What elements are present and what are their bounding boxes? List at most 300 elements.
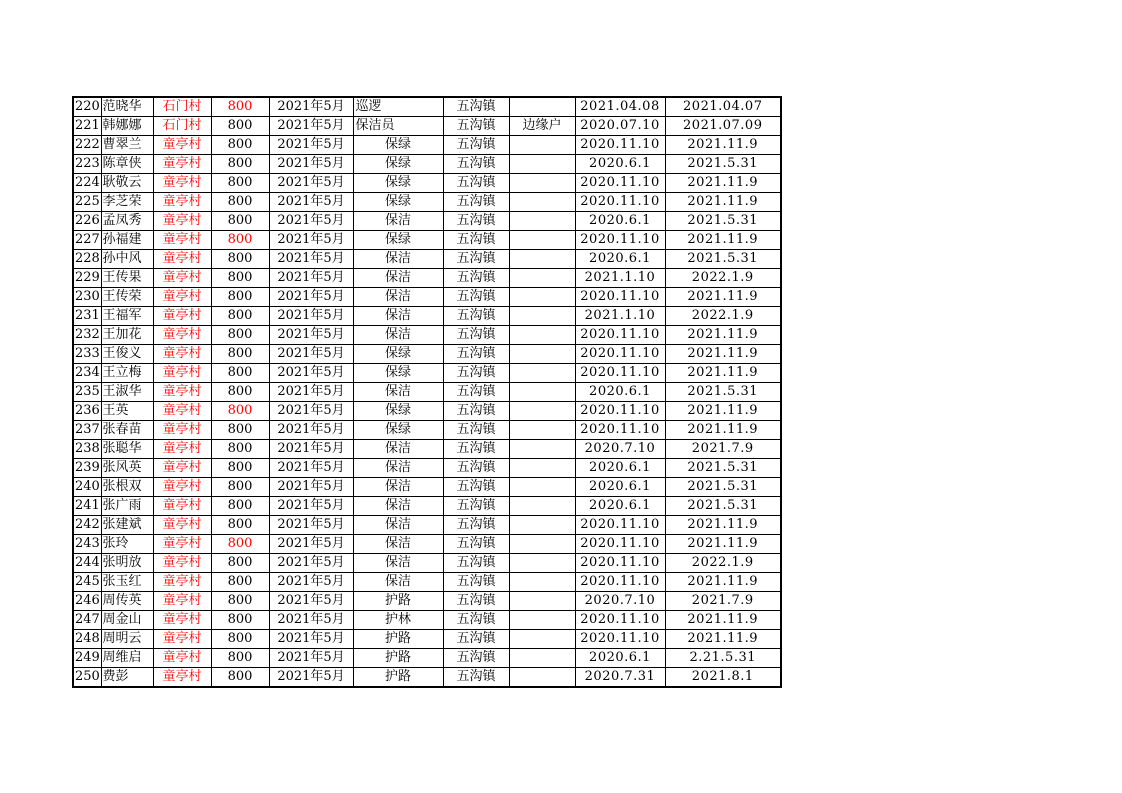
month-cell: 2021年5月: [269, 630, 353, 649]
town-cell: 五沟镇: [443, 497, 509, 516]
amount-cell: 800: [211, 630, 269, 649]
start-date-cell: 2020.7.31: [575, 668, 665, 688]
village-cell: 童亭村: [153, 231, 211, 250]
start-date-cell: 2020.11.10: [575, 535, 665, 554]
town-cell: 五沟镇: [443, 630, 509, 649]
end-date-cell: 2022.1.9: [665, 554, 781, 573]
month-cell: 2021年5月: [269, 117, 353, 136]
village-cell: 童亭村: [153, 592, 211, 611]
name-cell: 张明放: [101, 554, 153, 573]
note-cell: [509, 288, 575, 307]
end-date-cell: 2021.04.07: [665, 97, 781, 117]
amount-cell: 800: [211, 174, 269, 193]
village-cell: 童亭村: [153, 649, 211, 668]
job-cell: 护林: [353, 611, 443, 630]
name-cell: 周金山: [101, 611, 153, 630]
note-cell: [509, 649, 575, 668]
month-cell: 2021年5月: [269, 440, 353, 459]
job-cell: 保绿: [353, 155, 443, 174]
village-cell: 童亭村: [153, 573, 211, 592]
start-date-cell: 2020.07.10: [575, 117, 665, 136]
end-date-cell: 2021.7.9: [665, 592, 781, 611]
village-cell: 童亭村: [153, 459, 211, 478]
table-row: [73, 212, 781, 231]
name-cell: 王立梅: [101, 364, 153, 383]
note-cell: 边缘户: [509, 117, 575, 136]
start-date-cell: 2020.11.10: [575, 288, 665, 307]
month-cell: 2021年5月: [269, 155, 353, 174]
end-date-cell: 2021.11.9: [665, 193, 781, 212]
note-cell: [509, 478, 575, 497]
month-cell: 2021年5月: [269, 459, 353, 478]
start-date-cell: 2020.7.10: [575, 592, 665, 611]
name-cell: 周维启: [101, 649, 153, 668]
end-date-cell: 2021.5.31: [665, 250, 781, 269]
end-date-cell: 2021.5.31: [665, 478, 781, 497]
village-cell: 石门村: [153, 97, 211, 117]
start-date-cell: 2020.6.1: [575, 212, 665, 231]
job-cell: 保绿: [353, 136, 443, 155]
job-cell: 保绿: [353, 364, 443, 383]
month-cell: 2021年5月: [269, 554, 353, 573]
end-date-cell: 2021.5.31: [665, 212, 781, 231]
note-cell: [509, 345, 575, 364]
spreadsheet-table: [72, 96, 782, 688]
row-number-cell: 248: [73, 630, 101, 649]
village-cell: 童亭村: [153, 383, 211, 402]
month-cell: 2021年5月: [269, 288, 353, 307]
amount-cell: 800: [211, 535, 269, 554]
table-row: [73, 383, 781, 402]
name-cell: 费彭: [101, 668, 153, 688]
month-cell: 2021年5月: [269, 97, 353, 117]
name-cell: 范晓华: [101, 97, 153, 117]
amount-cell: 800: [211, 592, 269, 611]
row-number-cell: 222: [73, 136, 101, 155]
row-number-cell: 230: [73, 288, 101, 307]
end-date-cell: 2021.11.9: [665, 174, 781, 193]
note-cell: [509, 174, 575, 193]
village-cell: 童亭村: [153, 136, 211, 155]
start-date-cell: 2020.11.10: [575, 136, 665, 155]
town-cell: 五沟镇: [443, 307, 509, 326]
end-date-cell: 2021.5.31: [665, 383, 781, 402]
month-cell: 2021年5月: [269, 193, 353, 212]
note-cell: [509, 573, 575, 592]
name-cell: 张风英: [101, 459, 153, 478]
row-number-cell: 246: [73, 592, 101, 611]
name-cell: 张聪华: [101, 440, 153, 459]
table-row: [73, 231, 781, 250]
job-cell: 保绿: [353, 193, 443, 212]
amount-cell: 800: [211, 117, 269, 136]
end-date-cell: 2021.5.31: [665, 497, 781, 516]
note-cell: [509, 497, 575, 516]
name-cell: 孙福建: [101, 231, 153, 250]
table-row: [73, 250, 781, 269]
town-cell: 五沟镇: [443, 136, 509, 155]
amount-cell: 800: [211, 364, 269, 383]
table-row: [73, 155, 781, 174]
table-row: [73, 573, 781, 592]
end-date-cell: 2021.11.9: [665, 516, 781, 535]
table-row: [73, 516, 781, 535]
table-row: [73, 345, 781, 364]
name-cell: 张玲: [101, 535, 153, 554]
start-date-cell: 2020.11.10: [575, 193, 665, 212]
village-cell: 童亭村: [153, 326, 211, 345]
amount-cell: 800: [211, 478, 269, 497]
start-date-cell: 2020.6.1: [575, 250, 665, 269]
end-date-cell: 2021.7.9: [665, 440, 781, 459]
note-cell: [509, 326, 575, 345]
amount-cell: 800: [211, 307, 269, 326]
town-cell: 五沟镇: [443, 231, 509, 250]
note-cell: [509, 269, 575, 288]
note-cell: [509, 364, 575, 383]
table-row: [73, 174, 781, 193]
note-cell: [509, 231, 575, 250]
start-date-cell: 2020.11.10: [575, 402, 665, 421]
end-date-cell: 2.21.5.31: [665, 649, 781, 668]
end-date-cell: 2022.1.9: [665, 269, 781, 288]
town-cell: 五沟镇: [443, 288, 509, 307]
end-date-cell: 2021.11.9: [665, 573, 781, 592]
end-date-cell: 2021.8.1: [665, 668, 781, 688]
town-cell: 五沟镇: [443, 421, 509, 440]
name-cell: 王传果: [101, 269, 153, 288]
town-cell: 五沟镇: [443, 155, 509, 174]
table-row: [73, 117, 781, 136]
job-cell: 保绿: [353, 174, 443, 193]
name-cell: 王福军: [101, 307, 153, 326]
note-cell: [509, 383, 575, 402]
amount-cell: 800: [211, 383, 269, 402]
month-cell: 2021年5月: [269, 421, 353, 440]
end-date-cell: 2021.07.09: [665, 117, 781, 136]
start-date-cell: 2020.6.1: [575, 155, 665, 174]
table-row: [73, 497, 781, 516]
month-cell: 2021年5月: [269, 383, 353, 402]
table-row: [73, 440, 781, 459]
table-row: [73, 554, 781, 573]
amount-cell: 800: [211, 440, 269, 459]
job-cell: 保绿: [353, 345, 443, 364]
name-cell: 曹翠兰: [101, 136, 153, 155]
town-cell: 五沟镇: [443, 649, 509, 668]
end-date-cell: 2021.11.9: [665, 136, 781, 155]
name-cell: 孙中风: [101, 250, 153, 269]
job-cell: 保洁: [353, 212, 443, 231]
start-date-cell: 2020.11.10: [575, 421, 665, 440]
village-cell: 童亭村: [153, 535, 211, 554]
town-cell: 五沟镇: [443, 364, 509, 383]
table-row: [73, 535, 781, 554]
village-cell: 童亭村: [153, 345, 211, 364]
table-row: [73, 459, 781, 478]
table-row: [73, 592, 781, 611]
village-cell: 童亭村: [153, 554, 211, 573]
row-number-cell: 240: [73, 478, 101, 497]
amount-cell: 800: [211, 155, 269, 174]
table-row: [73, 649, 781, 668]
row-number-cell: 224: [73, 174, 101, 193]
amount-cell: 800: [211, 326, 269, 345]
row-number-cell: 243: [73, 535, 101, 554]
town-cell: 五沟镇: [443, 573, 509, 592]
start-date-cell: 2020.11.10: [575, 364, 665, 383]
name-cell: 王英: [101, 402, 153, 421]
note-cell: [509, 421, 575, 440]
town-cell: 五沟镇: [443, 478, 509, 497]
note-cell: [509, 516, 575, 535]
name-cell: 张建斌: [101, 516, 153, 535]
amount-cell: 800: [211, 136, 269, 155]
end-date-cell: 2021.5.31: [665, 155, 781, 174]
town-cell: 五沟镇: [443, 516, 509, 535]
row-number-cell: 231: [73, 307, 101, 326]
village-cell: 童亭村: [153, 288, 211, 307]
start-date-cell: 2020.6.1: [575, 459, 665, 478]
month-cell: 2021年5月: [269, 497, 353, 516]
end-date-cell: 2022.1.9: [665, 307, 781, 326]
month-cell: 2021年5月: [269, 364, 353, 383]
note-cell: [509, 97, 575, 117]
town-cell: 五沟镇: [443, 97, 509, 117]
note-cell: [509, 155, 575, 174]
job-cell: 巡逻: [353, 97, 443, 117]
name-cell: 陈章侠: [101, 155, 153, 174]
amount-cell: 800: [211, 554, 269, 573]
row-number-cell: 239: [73, 459, 101, 478]
name-cell: 周明云: [101, 630, 153, 649]
month-cell: 2021年5月: [269, 649, 353, 668]
row-number-cell: 249: [73, 649, 101, 668]
job-cell: 保洁: [353, 554, 443, 573]
town-cell: 五沟镇: [443, 383, 509, 402]
table-row: [73, 326, 781, 345]
amount-cell: 800: [211, 250, 269, 269]
row-number-cell: 244: [73, 554, 101, 573]
name-cell: 王淑华: [101, 383, 153, 402]
village-cell: 童亭村: [153, 269, 211, 288]
row-number-cell: 234: [73, 364, 101, 383]
note-cell: [509, 136, 575, 155]
job-cell: 保洁: [353, 573, 443, 592]
month-cell: 2021年5月: [269, 307, 353, 326]
village-cell: 童亭村: [153, 250, 211, 269]
row-number-cell: 232: [73, 326, 101, 345]
month-cell: 2021年5月: [269, 136, 353, 155]
month-cell: 2021年5月: [269, 345, 353, 364]
job-cell: 保洁: [353, 326, 443, 345]
amount-cell: 800: [211, 97, 269, 117]
name-cell: 张广雨: [101, 497, 153, 516]
month-cell: 2021年5月: [269, 516, 353, 535]
job-cell: 护路: [353, 649, 443, 668]
note-cell: [509, 459, 575, 478]
village-cell: 童亭村: [153, 212, 211, 231]
table-row: [73, 288, 781, 307]
month-cell: 2021年5月: [269, 231, 353, 250]
amount-cell: 800: [211, 516, 269, 535]
job-cell: 保洁: [353, 269, 443, 288]
amount-cell: 800: [211, 497, 269, 516]
job-cell: 护路: [353, 630, 443, 649]
table-row: [73, 611, 781, 630]
name-cell: 王传荣: [101, 288, 153, 307]
month-cell: 2021年5月: [269, 212, 353, 231]
village-cell: 童亭村: [153, 155, 211, 174]
note-cell: [509, 630, 575, 649]
start-date-cell: 2020.11.10: [575, 174, 665, 193]
town-cell: 五沟镇: [443, 668, 509, 688]
town-cell: 五沟镇: [443, 193, 509, 212]
village-cell: 童亭村: [153, 307, 211, 326]
amount-cell: 800: [211, 459, 269, 478]
village-cell: 童亭村: [153, 516, 211, 535]
end-date-cell: 2021.11.9: [665, 630, 781, 649]
table-row: [73, 307, 781, 326]
row-number-cell: 228: [73, 250, 101, 269]
table-row: [73, 668, 781, 688]
table-row: [73, 193, 781, 212]
name-cell: 李芝荣: [101, 193, 153, 212]
end-date-cell: 2021.11.9: [665, 288, 781, 307]
town-cell: 五沟镇: [443, 440, 509, 459]
month-cell: 2021年5月: [269, 250, 353, 269]
table-row: [73, 478, 781, 497]
start-date-cell: 2020.11.10: [575, 231, 665, 250]
row-number-cell: 223: [73, 155, 101, 174]
village-cell: 石门村: [153, 117, 211, 136]
start-date-cell: 2020.11.10: [575, 326, 665, 345]
end-date-cell: 2021.11.9: [665, 535, 781, 554]
town-cell: 五沟镇: [443, 326, 509, 345]
start-date-cell: 2020.11.10: [575, 630, 665, 649]
job-cell: 保洁: [353, 250, 443, 269]
amount-cell: 800: [211, 402, 269, 421]
amount-cell: 800: [211, 668, 269, 688]
end-date-cell: 2021.11.9: [665, 345, 781, 364]
amount-cell: 800: [211, 193, 269, 212]
table-row: [73, 421, 781, 440]
job-cell: 保洁: [353, 535, 443, 554]
row-number-cell: 245: [73, 573, 101, 592]
note-cell: [509, 193, 575, 212]
row-number-cell: 233: [73, 345, 101, 364]
job-cell: 保绿: [353, 402, 443, 421]
table-row: [73, 402, 781, 421]
row-number-cell: 250: [73, 668, 101, 688]
job-cell: 保洁: [353, 516, 443, 535]
town-cell: 五沟镇: [443, 554, 509, 573]
town-cell: 五沟镇: [443, 174, 509, 193]
town-cell: 五沟镇: [443, 592, 509, 611]
amount-cell: 800: [211, 345, 269, 364]
job-cell: 保洁员: [353, 117, 443, 136]
note-cell: [509, 250, 575, 269]
month-cell: 2021年5月: [269, 478, 353, 497]
row-number-cell: 229: [73, 269, 101, 288]
job-cell: 保绿: [353, 421, 443, 440]
name-cell: 周传英: [101, 592, 153, 611]
job-cell: 保洁: [353, 383, 443, 402]
village-cell: 童亭村: [153, 193, 211, 212]
month-cell: 2021年5月: [269, 269, 353, 288]
name-cell: 王俊义: [101, 345, 153, 364]
end-date-cell: 2021.11.9: [665, 611, 781, 630]
end-date-cell: 2021.11.9: [665, 364, 781, 383]
note-cell: [509, 554, 575, 573]
start-date-cell: 2020.6.1: [575, 383, 665, 402]
town-cell: 五沟镇: [443, 117, 509, 136]
end-date-cell: 2021.5.31: [665, 459, 781, 478]
job-cell: 保绿: [353, 231, 443, 250]
start-date-cell: 2020.11.10: [575, 345, 665, 364]
amount-cell: 800: [211, 573, 269, 592]
start-date-cell: 2020.11.10: [575, 554, 665, 573]
start-date-cell: 2020.6.1: [575, 497, 665, 516]
amount-cell: 800: [211, 649, 269, 668]
row-number-cell: 220: [73, 97, 101, 117]
job-cell: 护路: [353, 592, 443, 611]
amount-cell: 800: [211, 269, 269, 288]
start-date-cell: 2020.11.10: [575, 516, 665, 535]
note-cell: [509, 440, 575, 459]
name-cell: 韩娜娜: [101, 117, 153, 136]
start-date-cell: 2020.11.10: [575, 611, 665, 630]
amount-cell: 800: [211, 231, 269, 250]
month-cell: 2021年5月: [269, 668, 353, 688]
town-cell: 五沟镇: [443, 611, 509, 630]
village-cell: 童亭村: [153, 611, 211, 630]
amount-cell: 800: [211, 288, 269, 307]
name-cell: 张春苗: [101, 421, 153, 440]
start-date-cell: 2020.11.10: [575, 573, 665, 592]
town-cell: 五沟镇: [443, 269, 509, 288]
note-cell: [509, 212, 575, 231]
name-cell: 张根双: [101, 478, 153, 497]
row-number-cell: 226: [73, 212, 101, 231]
month-cell: 2021年5月: [269, 592, 353, 611]
month-cell: 2021年5月: [269, 611, 353, 630]
village-cell: 童亭村: [153, 440, 211, 459]
amount-cell: 800: [211, 421, 269, 440]
note-cell: [509, 592, 575, 611]
start-date-cell: 2020.7.10: [575, 440, 665, 459]
job-cell: 保洁: [353, 497, 443, 516]
village-cell: 童亭村: [153, 364, 211, 383]
amount-cell: 800: [211, 212, 269, 231]
end-date-cell: 2021.11.9: [665, 231, 781, 250]
row-number-cell: 221: [73, 117, 101, 136]
month-cell: 2021年5月: [269, 573, 353, 592]
row-number-cell: 235: [73, 383, 101, 402]
row-number-cell: 237: [73, 421, 101, 440]
town-cell: 五沟镇: [443, 402, 509, 421]
row-number-cell: 236: [73, 402, 101, 421]
row-number-cell: 241: [73, 497, 101, 516]
table-row: [73, 97, 781, 117]
row-number-cell: 227: [73, 231, 101, 250]
table-row: [73, 364, 781, 383]
note-cell: [509, 668, 575, 688]
name-cell: 王加花: [101, 326, 153, 345]
row-number-cell: 238: [73, 440, 101, 459]
village-cell: 童亭村: [153, 478, 211, 497]
end-date-cell: 2021.11.9: [665, 421, 781, 440]
